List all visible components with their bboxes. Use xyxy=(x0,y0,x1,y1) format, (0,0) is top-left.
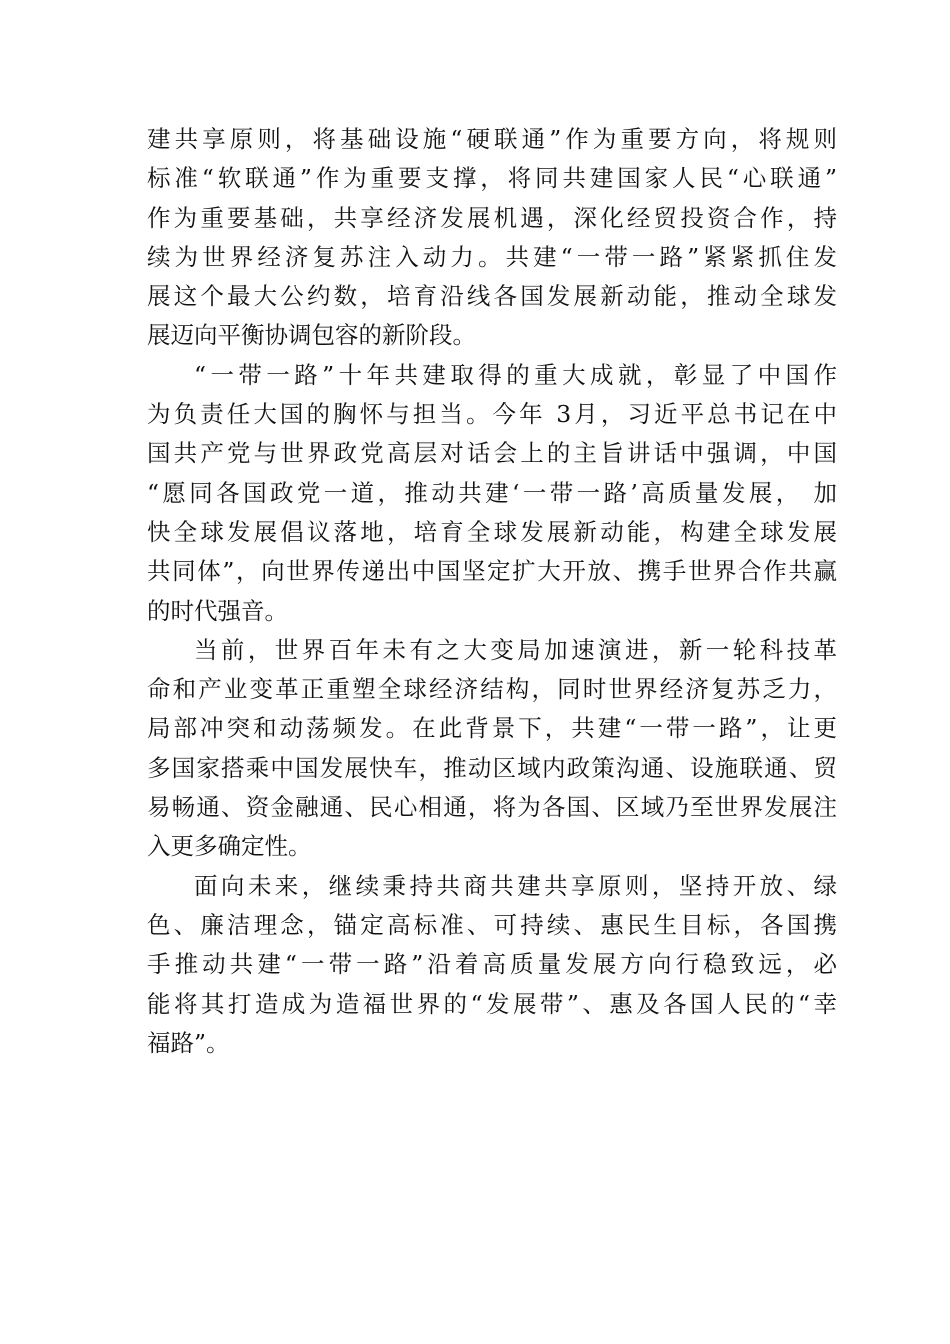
text-line: 的时代强音。 xyxy=(147,596,288,625)
paragraph-1 xyxy=(147,120,837,356)
text-line: 建共享原则，将基础设施“硬联通”作为重要方向，将规则 xyxy=(147,125,837,153)
text-line: “愿同各国政党一道，推动共建‘一带一路’高质量发展， 加 xyxy=(147,478,837,507)
text-line: 色、廉洁理念，锚定高标准、可持续、惠民生目标，各国携 xyxy=(147,910,837,939)
text-line: 入更多确定性。 xyxy=(147,832,312,861)
text-line: 为负责任大国的胸怀与担当。今年 3月，习近平总书记在中 xyxy=(147,400,837,429)
text-line: 国共产党与世界政党高层对话会上的主旨讲话中强调，中国 xyxy=(147,439,837,468)
text-line: 标准“软联通”作为重要支撑，将同共建国家人民“心联通” xyxy=(147,164,837,193)
text-line: 快全球发展倡议落地，培育全球发展新动能，构建全球发展 xyxy=(147,517,837,546)
text-line: 展迈向平衡协调包容的新阶段。 xyxy=(147,321,476,350)
document-body xyxy=(147,120,837,1063)
text-line: 展这个最大公约数，培育沿线各国发展新动能，推动全球发 xyxy=(147,282,837,311)
paragraph-4 xyxy=(147,867,837,1063)
text-line: 命和产业变革正重塑全球经济结构，同时世界经济复苏乏力， xyxy=(147,675,837,704)
text-line: 易畅通、资金融通、民心相通，将为各国、区域乃至世界发展注 xyxy=(147,793,837,822)
text-line: 局部冲突和动荡频发。在此背景下，共建“一带一路”，让更 xyxy=(147,714,837,743)
text-line: 共同体”，向世界传递出中国坚定扩大开放、携手世界合作共赢 xyxy=(147,557,837,586)
text-line: 多国家搭乘中国发展快车，推动区域内政策沟通、设施联通、贸 xyxy=(147,753,837,782)
text-line: 续为世界经济复苏注入动力。共建“一带一路”紧紧抓住发 xyxy=(147,242,837,271)
text-line: 手推动共建“一带一路”沿着高质量发展方向行稳致远，必 xyxy=(147,950,837,979)
text-line: 福路”。 xyxy=(147,1028,230,1057)
text-line: 能将其打造成为造福世界的“发展带”、惠及各国人民的“幸 xyxy=(147,989,837,1018)
paragraph-2 xyxy=(147,356,837,631)
text-line: 面向未来，继续秉持共商共建共享原则，坚持开放、绿 xyxy=(194,871,837,900)
paragraph-3 xyxy=(147,631,837,867)
text-line: “一带一路”十年共建取得的重大成就，彰显了中国作 xyxy=(194,360,837,389)
text-line: 作为重要基础，共享经济发展机遇，深化经贸投资合作，持 xyxy=(147,203,837,232)
text-line: 当前，世界百年未有之大变局加速演进，新一轮科技革 xyxy=(194,635,837,664)
